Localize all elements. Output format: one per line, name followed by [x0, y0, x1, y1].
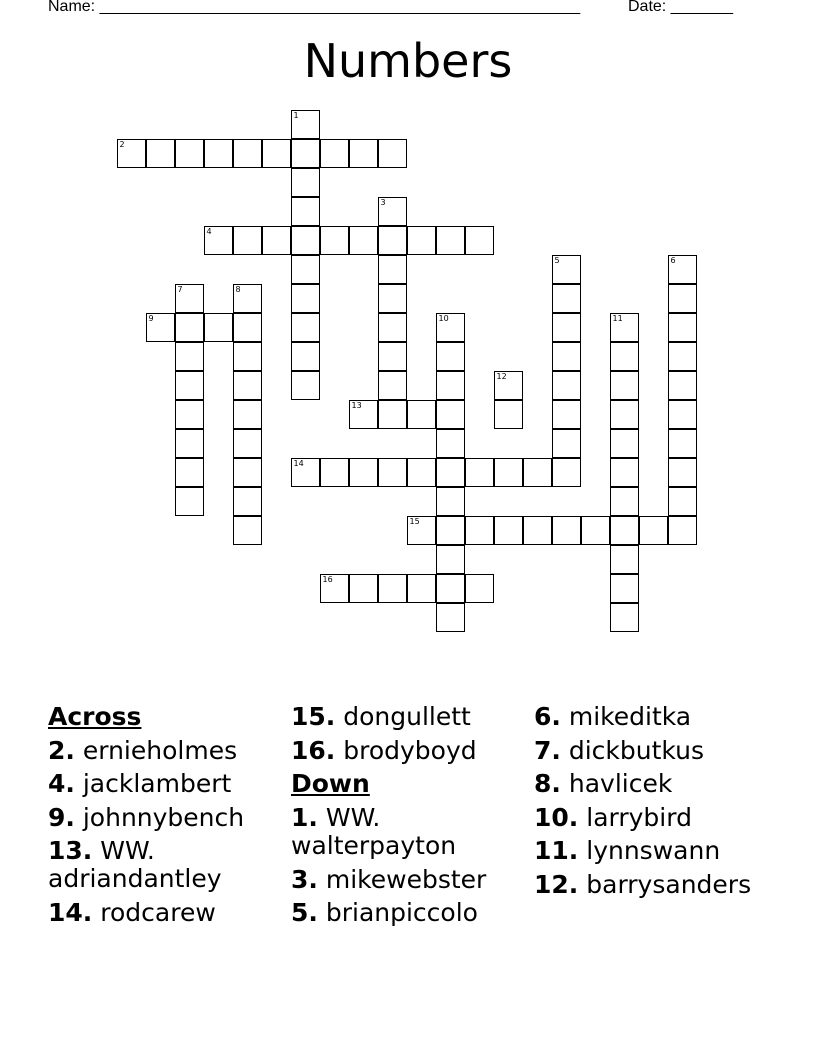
grid-cell[interactable]	[668, 284, 697, 313]
grid-cell[interactable]	[407, 516, 436, 545]
grid-cell[interactable]	[407, 574, 436, 603]
grid-cell[interactable]	[378, 458, 407, 487]
clue-column-2	[291, 700, 521, 930]
grid-cell[interactable]	[552, 400, 581, 429]
grid-cell[interactable]	[465, 516, 494, 545]
clue-column-3	[534, 700, 794, 901]
grid-cell[interactable]	[175, 139, 204, 168]
grid-cell[interactable]	[610, 342, 639, 371]
grid-cell[interactable]	[233, 458, 262, 487]
grid-cell[interactable]	[378, 255, 407, 284]
grid-cell[interactable]	[233, 487, 262, 516]
grid-cell[interactable]	[436, 545, 465, 574]
clue-across-15: 15. dongullett	[291, 702, 471, 731]
grid-cell[interactable]	[378, 226, 407, 255]
clue-number: 15	[409, 516, 420, 526]
grid-cell[interactable]	[233, 429, 262, 458]
grid-cell[interactable]	[436, 342, 465, 371]
grid-cell[interactable]	[436, 313, 465, 342]
grid-cell[interactable]	[465, 226, 494, 255]
clue-down-11: 11. lynnswann	[534, 836, 721, 865]
grid-cell[interactable]	[610, 458, 639, 487]
grid-cell[interactable]	[204, 226, 233, 255]
grid-cell[interactable]	[436, 487, 465, 516]
grid-cell[interactable]	[378, 342, 407, 371]
grid-cell[interactable]	[407, 458, 436, 487]
clue-down-6: 6. mikeditka	[534, 702, 692, 731]
grid-cell[interactable]	[610, 487, 639, 516]
grid-cell[interactable]	[320, 574, 349, 603]
grid-cell[interactable]	[668, 371, 697, 400]
grid-cell[interactable]	[552, 516, 581, 545]
date-field[interactable]: Date: _______	[628, 0, 733, 15]
across-heading: Across	[48, 702, 142, 731]
clue-number: 4	[206, 226, 212, 236]
clue-number: 12	[496, 371, 507, 381]
grid-cell[interactable]	[291, 168, 320, 197]
grid-cell[interactable]	[668, 458, 697, 487]
grid-cell[interactable]	[349, 139, 378, 168]
grid-cell[interactable]	[436, 458, 465, 487]
grid-cell[interactable]	[581, 516, 610, 545]
grid-cell[interactable]	[262, 226, 291, 255]
grid-cell[interactable]	[552, 458, 581, 487]
grid-cell[interactable]	[494, 371, 523, 400]
grid-cell[interactable]	[175, 458, 204, 487]
clue-down-10: 10. larrybird	[534, 802, 692, 832]
grid-cell[interactable]	[175, 429, 204, 458]
grid-cell[interactable]	[233, 226, 262, 255]
clue-across-9: 9. johnnybench	[48, 802, 245, 832]
grid-cell[interactable]	[465, 574, 494, 603]
grid-cell[interactable]	[494, 516, 523, 545]
clue-down-3: 3. mikewebster	[291, 864, 487, 894]
grid-cell[interactable]	[320, 139, 349, 168]
grid-cell[interactable]	[436, 574, 465, 603]
grid-cell[interactable]	[378, 371, 407, 400]
grid-cell[interactable]	[610, 545, 639, 574]
name-field[interactable]: Name: ______________________________________________________	[48, 0, 581, 15]
grid-cell[interactable]	[175, 487, 204, 516]
grid-cell[interactable]	[320, 458, 349, 487]
grid-cell[interactable]	[291, 255, 320, 284]
grid-cell[interactable]	[436, 603, 465, 632]
clue-number: 10	[438, 313, 449, 323]
clue-down-12: 12. barrysanders	[534, 869, 752, 899]
grid-cell[interactable]	[146, 313, 175, 342]
grid-cell[interactable]	[378, 139, 407, 168]
grid-cell[interactable]	[668, 487, 697, 516]
grid-cell[interactable]	[639, 516, 668, 545]
grid-cell[interactable]	[436, 400, 465, 429]
clue-across-4: 4. jacklambert	[48, 769, 232, 798]
grid-cell[interactable]	[610, 429, 639, 458]
grid-cell[interactable]	[291, 226, 320, 255]
grid-cell[interactable]	[291, 342, 320, 371]
grid-cell[interactable]	[204, 139, 233, 168]
clue-number: 2	[119, 139, 125, 149]
grid-cell[interactable]	[291, 110, 320, 139]
puzzle-title: Numbers	[303, 34, 513, 88]
grid-cell[interactable]	[378, 574, 407, 603]
grid-cell[interactable]	[378, 313, 407, 342]
clue-number: 9	[148, 313, 154, 323]
grid-cell[interactable]	[523, 458, 552, 487]
clue-number: 14	[293, 458, 304, 468]
grid-cell[interactable]	[465, 458, 494, 487]
grid-cell[interactable]	[523, 516, 552, 545]
grid-cell[interactable]	[204, 313, 233, 342]
grid-cell[interactable]	[552, 371, 581, 400]
grid-cell[interactable]	[610, 313, 639, 342]
grid-cell[interactable]	[378, 284, 407, 313]
grid-cell[interactable]	[668, 255, 697, 284]
grid-cell[interactable]	[175, 313, 204, 342]
clue-across-2: 2. ernieholmes	[48, 735, 238, 765]
grid-cell[interactable]	[175, 371, 204, 400]
grid-cell[interactable]	[436, 516, 465, 545]
grid-cell[interactable]	[233, 516, 262, 545]
grid-cell[interactable]	[291, 458, 320, 487]
grid-cell[interactable]	[610, 371, 639, 400]
clue-across-16: 16. brodyboyd	[291, 735, 477, 765]
grid-cell[interactable]	[117, 139, 146, 168]
grid-cell[interactable]	[610, 603, 639, 632]
grid-cell[interactable]	[349, 226, 378, 255]
grid-cell[interactable]	[494, 400, 523, 429]
clue-across-13: 13. WW. adriandantley	[48, 836, 222, 893]
grid-cell[interactable]	[175, 400, 204, 429]
grid-cell[interactable]	[291, 371, 320, 400]
grid-cell[interactable]	[175, 284, 204, 313]
clue-down-8: 8. havlicek	[534, 769, 673, 798]
grid-cell[interactable]	[552, 255, 581, 284]
grid-cell[interactable]	[175, 342, 204, 371]
clue-down-7: 7. dickbutkus	[534, 735, 704, 765]
grid-cell[interactable]	[668, 313, 697, 342]
clue-number: 3	[380, 197, 386, 207]
grid-cell[interactable]	[349, 458, 378, 487]
clue-number: 13	[351, 400, 362, 410]
grid-cell[interactable]	[262, 139, 291, 168]
grid-cell[interactable]	[349, 400, 378, 429]
clue-down-5: 5. brianpiccolo	[291, 898, 478, 927]
grid-cell[interactable]	[668, 429, 697, 458]
grid-cell[interactable]	[146, 139, 175, 168]
grid-cell[interactable]	[610, 574, 639, 603]
down-heading: Down	[291, 769, 370, 798]
grid-cell[interactable]	[436, 226, 465, 255]
grid-cell[interactable]	[378, 400, 407, 429]
grid-cell[interactable]	[436, 371, 465, 400]
grid-cell[interactable]	[378, 197, 407, 226]
grid-cell[interactable]	[233, 342, 262, 371]
grid-cell[interactable]	[552, 284, 581, 313]
grid-cell[interactable]	[552, 342, 581, 371]
grid-cell[interactable]	[407, 226, 436, 255]
clue-number: 7	[177, 284, 183, 294]
grid-cell[interactable]	[233, 284, 262, 313]
clue-number: 16	[322, 574, 333, 584]
grid-cell[interactable]	[668, 516, 697, 545]
grid-cell[interactable]	[349, 574, 378, 603]
grid-cell[interactable]	[552, 429, 581, 458]
clue-across-14: 14. rodcarew	[48, 898, 216, 927]
grid-cell[interactable]	[291, 284, 320, 313]
grid-cell[interactable]	[320, 226, 349, 255]
grid-cell[interactable]	[233, 313, 262, 342]
grid-cell[interactable]	[291, 313, 320, 342]
grid-cell[interactable]	[233, 139, 262, 168]
clue-down-1: 1. WW. walterpayton	[291, 802, 457, 860]
clue-number: 8	[235, 284, 241, 294]
clue-number: 1	[293, 110, 299, 120]
grid-cell[interactable]	[668, 342, 697, 371]
grid-cell[interactable]	[436, 429, 465, 458]
grid-cell[interactable]	[233, 400, 262, 429]
grid-cell[interactable]	[291, 197, 320, 226]
clue-number: 11	[612, 313, 623, 323]
clue-number: 6	[670, 255, 676, 265]
grid-cell[interactable]	[494, 458, 523, 487]
clue-number: 5	[554, 255, 560, 265]
grid-cell[interactable]	[233, 371, 262, 400]
grid-cell[interactable]	[291, 139, 320, 168]
grid-cell[interactable]	[610, 516, 639, 545]
grid-cell[interactable]	[610, 400, 639, 429]
clue-column-1	[48, 700, 278, 930]
grid-cell[interactable]	[552, 313, 581, 342]
grid-cell[interactable]	[407, 400, 436, 429]
grid-cell[interactable]	[668, 400, 697, 429]
